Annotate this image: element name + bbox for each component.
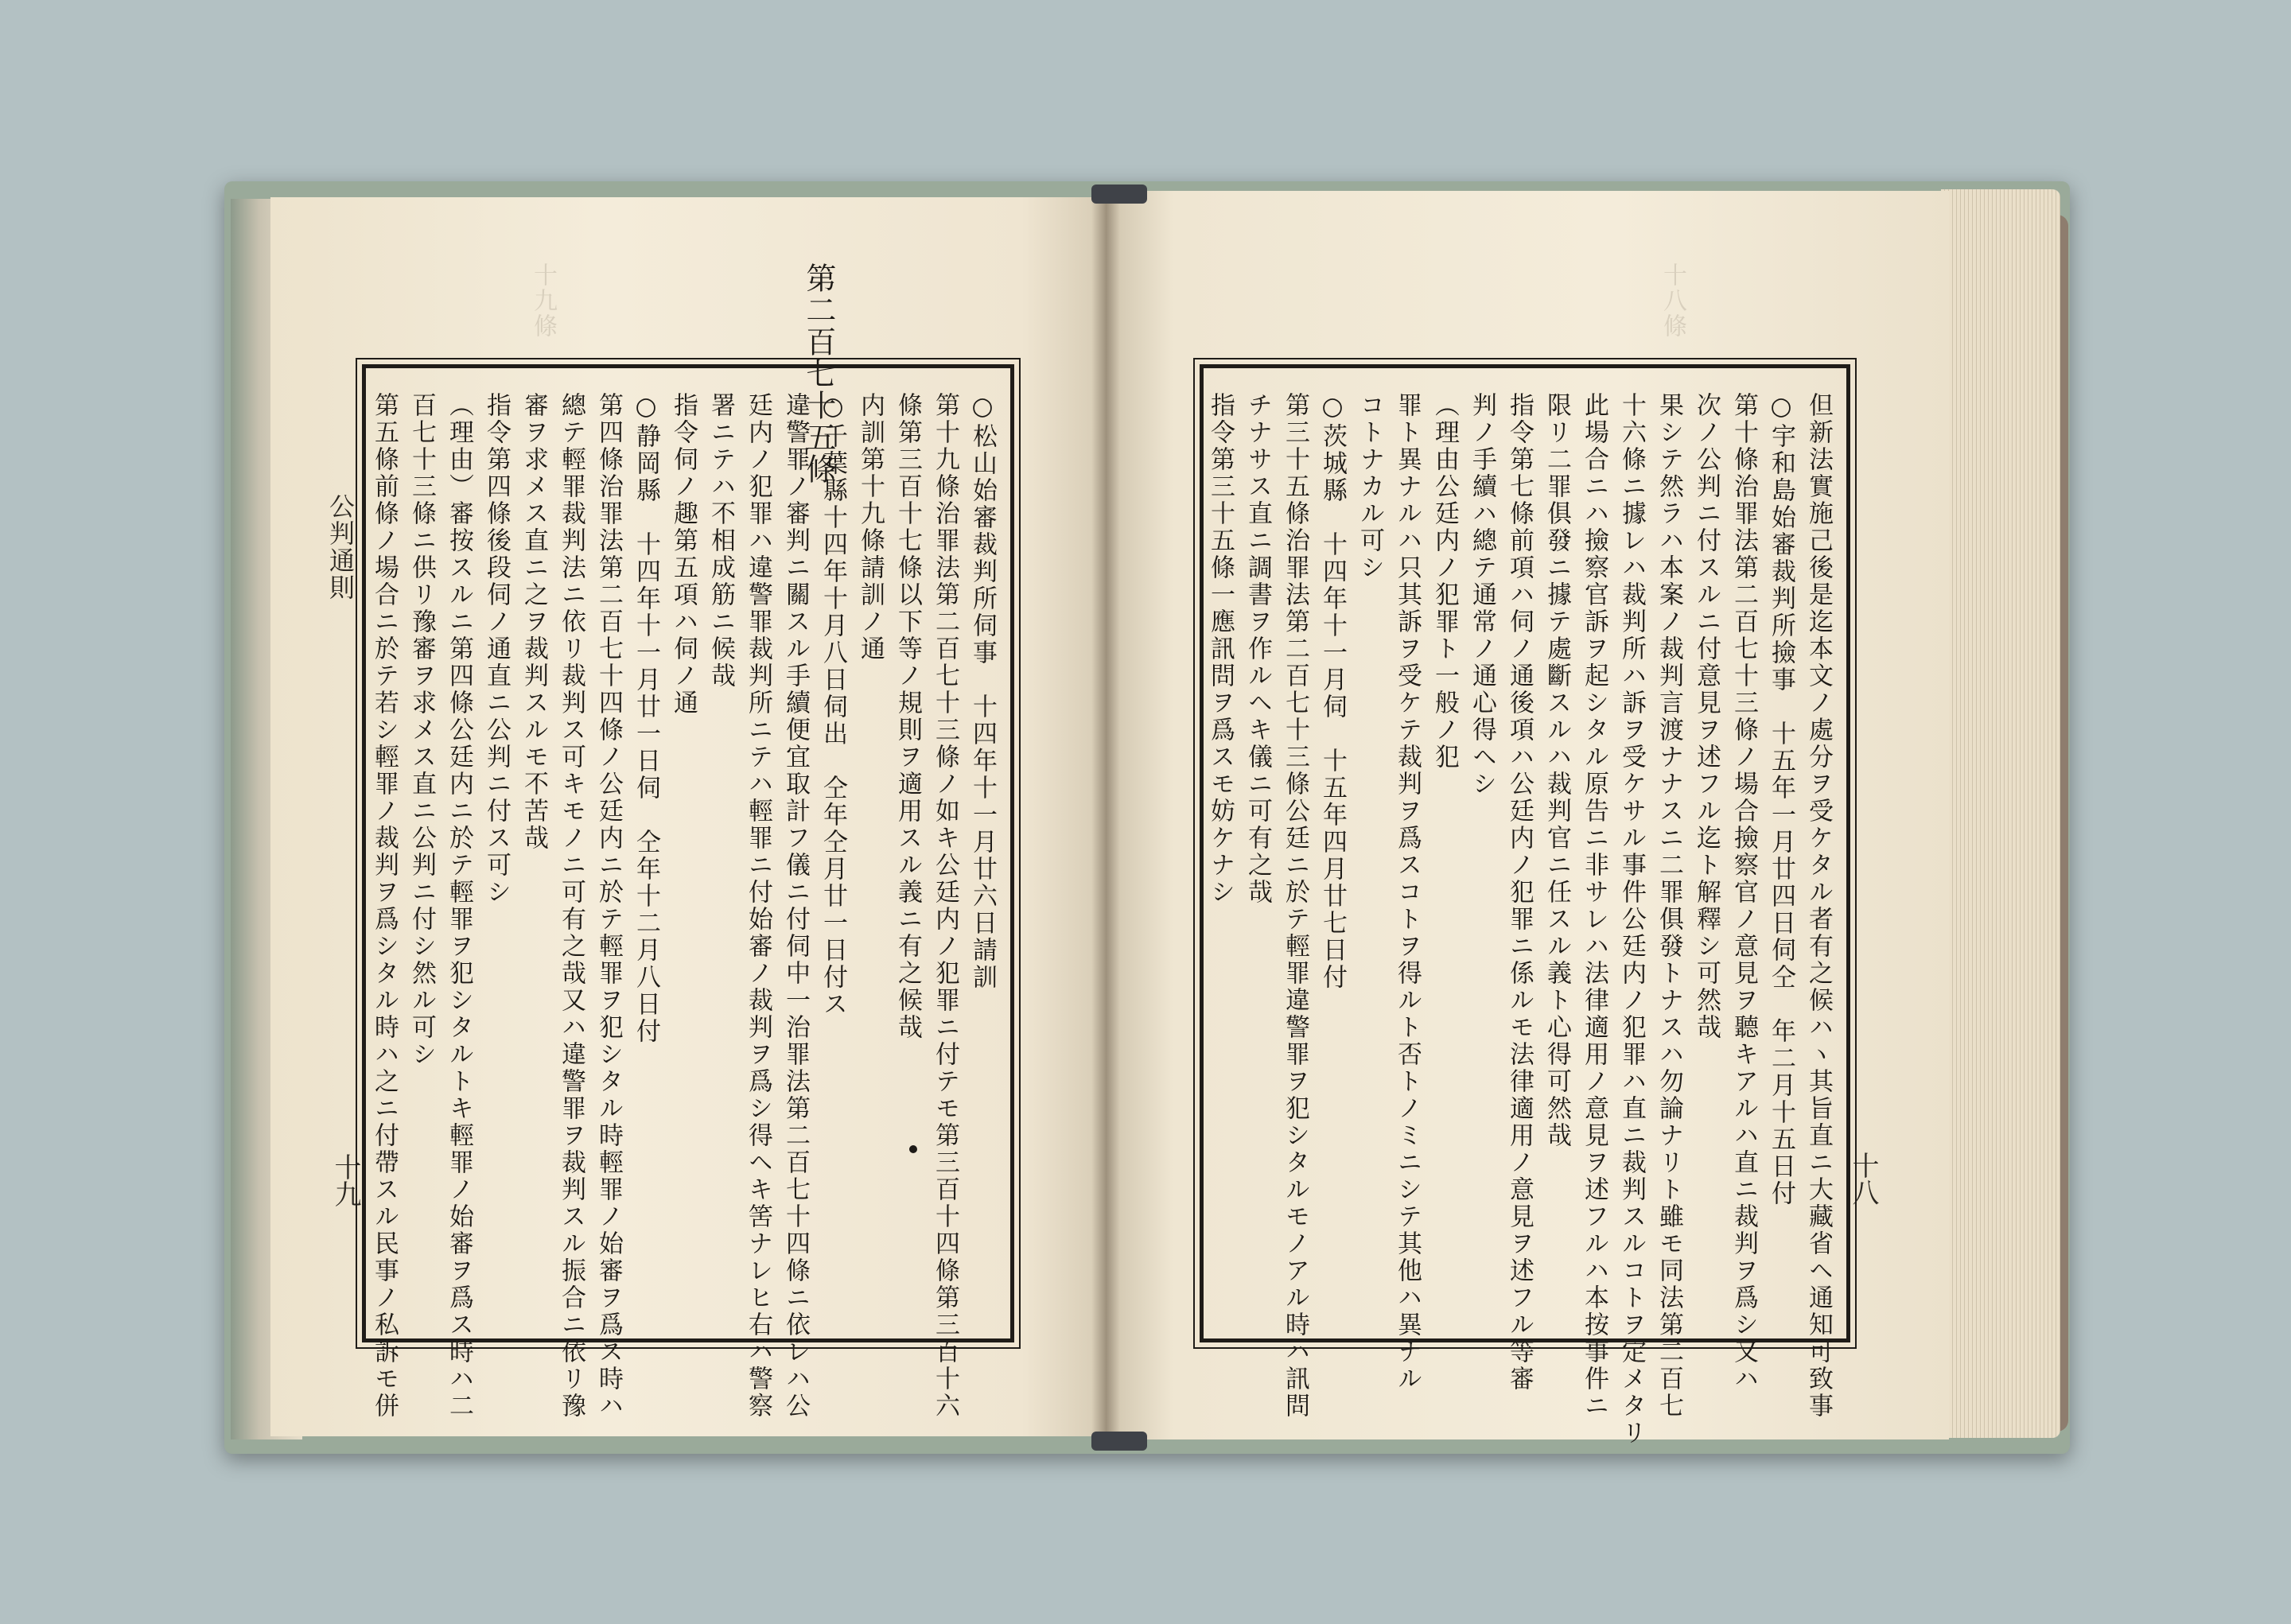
text-column: ○茨城縣 十四年十一月伺 十五年四月廿七日付 [1318, 392, 1347, 991]
text-column: 十六條ニ據レハ裁判所ハ訴ヲ受ケサル事件公廷内ノ犯罪ハ直ニ裁判スルコトヲ定メタリ [1617, 392, 1646, 1447]
text-column: 罪ト異ナルハ只其訴ヲ受ケテ裁判ヲ爲スコトヲ得ルト否トノミニシテ其他ハ異ナル [1393, 392, 1422, 1393]
text-column: 指令第四條後段伺ノ通直ニ公判ニ付ス可シ [482, 392, 511, 906]
text-column: 第十條治罪法第二百七十三條ノ場合撿察官ノ意見ヲ聽キアルハ直ニ裁判ヲ爲シ又ハ [1729, 392, 1758, 1393]
text-column: 次ノ公判ニ付スルニ付意見ヲ述フル迄ト解釋シ可然哉 [1692, 392, 1721, 1041]
text-column: 第十九條治罪法第二百七十三條ノ如キ公廷内ノ犯罪ニ付テモ第三百十四條第三百十六 [931, 392, 959, 1420]
text-column: （理由公廷内ノ犯罪ト一般ノ犯 [1430, 392, 1459, 771]
text-column: チナサス直ニ調書ヲ作ルヘキ儀ニ可有之哉 [1243, 392, 1272, 906]
page-number-right: 十八 [1847, 1152, 1879, 1206]
binding-clip-bottom [1091, 1432, 1147, 1451]
text-column: 署ニテハ不相成筋ニ候哉 [706, 392, 735, 690]
text-column: 總テ輕罪裁判法ニ依リ裁判ス可キモノニ可有之哉又ハ違警罪ヲ裁判スル振合ニ依リ豫 [557, 392, 585, 1420]
spine-gutter [1091, 191, 1120, 1447]
article-heading: 第二百七十五條 [800, 262, 836, 485]
text-column: （理由）審按スルニ第四條公廷内ニ於テ輕罪ヲ犯シタルトキ輕罪ノ始審ヲ爲ス時ハ二 [445, 392, 473, 1420]
text-column: 判ノ手續ハ總テ通常ノ通心得ヘシ [1468, 392, 1496, 798]
text-column: 第四條治罪法第二百七十四條ノ公廷内ニ於テ輕罪ヲ犯シタル時輕罪ノ始審ヲ爲ス時ハ [594, 392, 623, 1420]
page-stack [1941, 189, 2060, 1438]
text-column: 違警罪ノ審判ニ關スル手續便宜取計フ儀ニ付伺中一治罪法第二百七十四條ニ依レハ公 [781, 392, 810, 1420]
text-column: 但新法實施己後是迄本文ノ處分ヲ受ケタル者有之候ハヽ其旨直ニ大藏省ヘ通知可致事 [1804, 392, 1833, 1420]
show-through-mark: 十八條 [1659, 262, 1686, 339]
text-column: 指令伺ノ趣第五項ハ伺ノ通 [669, 392, 698, 717]
text-column: 條第三百十七條以下等ノ規則ヲ適用スル義ニ有之候哉 [893, 392, 922, 1041]
text-column: 指令第七條前項ハ伺ノ通後項ハ公廷内ノ犯罪ニ係ルモ法律適用ノ意見ヲ述フル等審 [1505, 392, 1534, 1393]
text-frame-left [362, 364, 1014, 1420]
text-frame-right [1200, 364, 1850, 1447]
text-column: コトナカル可シ [1356, 392, 1384, 581]
binding-clip-top [1091, 185, 1147, 204]
page-number-left: 十九 [329, 1153, 361, 1207]
text-column: 廷内ノ犯罪ハ違警罪裁判所ニテハ輕罪ニ付始審ノ裁判ヲ爲シ得ヘキ筈ナレヒ右ハ警察 [744, 392, 772, 1420]
text-column: ○静岡縣 十四年十一月廿一日伺 仝年十二月八日付 [632, 392, 660, 1045]
text-column: 審ヲ求メス直ニ之ヲ裁判スルモ不苦哉 [519, 392, 548, 852]
ink-dot [909, 1145, 917, 1153]
text-column: 限リ二罪俱發ニ據テ處斷スルハ裁判官ニ任スル義ト心得可然哉 [1542, 392, 1571, 1149]
text-column: ○千葉縣十四年十月八日伺出 仝年仝月廿一日付ス [819, 392, 847, 1018]
show-through-mark: 十九條 [529, 262, 557, 339]
text-column: 第五條前條ノ場合ニ於テ若シ輕罪ノ裁判ヲ爲シタル時ハ之ニ付帶スル民事ノ私訴モ併 [370, 392, 399, 1420]
text-column: 内訓第十九條請訓ノ通 [856, 392, 885, 662]
text-column: ○松山始審裁判所伺事 十四年十一月廿六日請訓 [968, 392, 997, 991]
text-column: 百七十三條ニ供リ豫審ヲ求メス直ニ公判ニ付シ然ル可シ [407, 392, 436, 1068]
text-column: 第三十五條治罪法第二百七十三條公廷ニ於テ輕罪違警罪ヲ犯シタルモノアル時ハ訊問 [1281, 392, 1309, 1420]
running-head: 公判通則 [325, 493, 356, 601]
text-column: ○宇和島始審裁判所撿事 十五年一月廿四日伺仝 年二月十五日付 [1767, 392, 1795, 1207]
text-column: 指令第三十五條一應訊問ヲ爲スモ妨ケナシ [1206, 392, 1235, 906]
text-column: 此場合ニハ撿察官訴ヲ起シタル原告ニ非サレハ法律適用ノ意見ヲ述フルハ本按事件ニ [1580, 392, 1608, 1420]
text-column: 果シテ然ラハ本案ノ裁判言渡ナナスニ二罪俱發トナスハ勿論ナリト雖モ同法第二百七 [1655, 392, 1683, 1420]
